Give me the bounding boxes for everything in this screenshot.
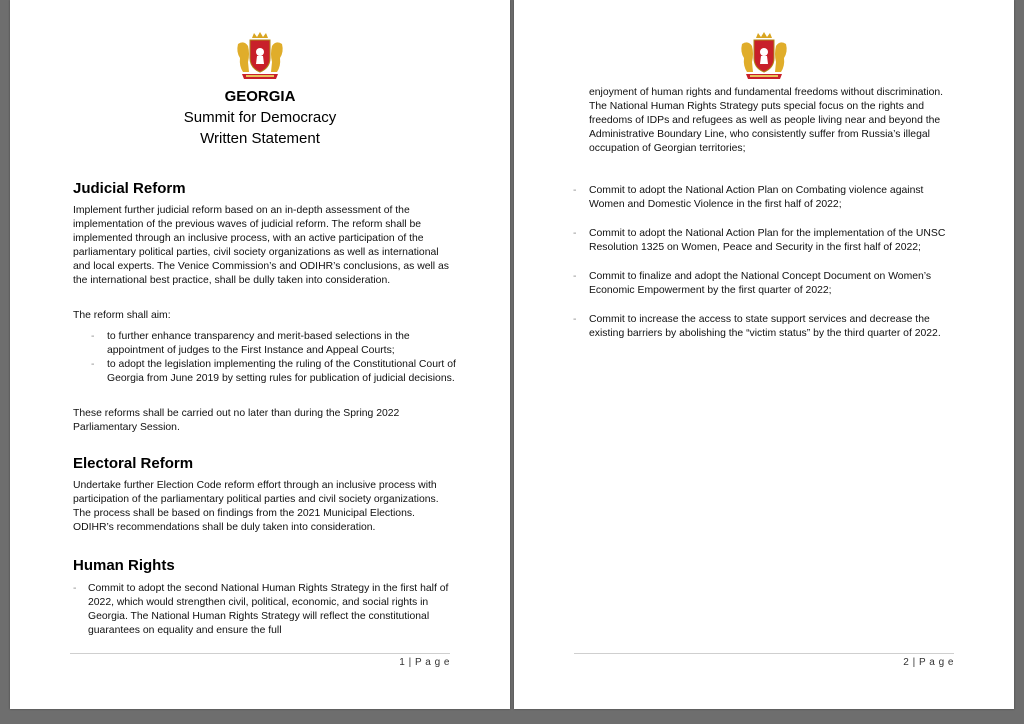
document-page-2 <box>514 0 1014 709</box>
list-item <box>73 330 457 358</box>
bullet-dash: - <box>91 359 95 370</box>
list-item-text: Commit to adopt the second National Human Rights Strategy in the first half of 2022, which would strengthen civil, political, economic, and social rights in Georgia. The National Human Rights Strategy will reflect the constitutional guarantees on equality and ensure the full <box>88 583 449 636</box>
list-item <box>573 184 955 212</box>
list-item-text: Commit to finalize and adopt the National Concept Document on Women’s Economic Empowerment by the first quarter of 2022; <box>589 271 932 296</box>
georgia-coat-of-arms-icon <box>234 32 286 80</box>
footer-divider <box>574 653 954 654</box>
list-item <box>73 358 457 386</box>
page-number-footer: 1 | P a g e <box>399 657 450 668</box>
list-item <box>573 313 955 341</box>
judicial-aim-text: The reform shall aim: <box>73 310 171 321</box>
georgia-coat-of-arms-icon <box>738 32 790 80</box>
document-country-title: GEORGIA <box>224 88 296 105</box>
human-rights-bullet-list-continued <box>573 184 955 356</box>
list-item-text: Commit to increase the access to state support services and decrease the existing barriers by abolishing the “victim status” by the third quarter of 2022. <box>589 314 941 339</box>
list-item-text: Commit to adopt the National Action Plan for the implementation of the UNSC Resolution 1325 on Women, Peace and Security in the first half of 2022; <box>589 228 946 253</box>
judicial-closing-paragraph: These reforms shall be carried out no later than during the Spring 2022 Parliamentary Session. <box>73 408 400 433</box>
human-rights-bullet-list <box>73 582 457 638</box>
bullet-dash: - <box>573 314 577 325</box>
list-item <box>573 270 955 298</box>
page-number-footer: 2 | P a g e <box>903 657 954 668</box>
bullet-dash: - <box>573 185 577 196</box>
document-subtitle: Summit for Democracy <box>183 109 337 126</box>
list-item-text: to further enhance transparency and merit-based selections in the appointment of judges to the First Instance and Appeal Courts; <box>107 331 410 356</box>
judicial-bullet-list <box>73 330 457 386</box>
list-item <box>73 582 457 638</box>
human-rights-bullet-continuation: enjoyment of human rights and fundamental freedoms without discrimination. The National Human Rights Strategy puts special focus on the rights and freedoms of IDPs and refugees as well as people living near and beyond the Administrative Boundary Line, who consistently suffer from Russia’s illegal occupation of Georgian territories; <box>589 87 944 154</box>
bullet-dash: - <box>573 228 577 239</box>
list-item-text: Commit to adopt the National Action Plan on Combating violence against Women and Domestic Violence in the first half of 2022; <box>589 185 924 210</box>
list-item <box>573 227 955 255</box>
bullet-dash: - <box>91 331 95 342</box>
section-title-human-rights: Human Rights <box>73 557 175 574</box>
electoral-paragraph: Undertake further Election Code reform effort through an inclusive process with participation of the parliamentary political parties and civil society organizations. The process shall be based on findings from the 2021 Municipal Elections. ODIHR’s recommendations shall be duly taken into consideration. <box>73 480 439 533</box>
bullet-dash: - <box>73 583 77 594</box>
judicial-intro-paragraph: Implement further judicial reform based on an in-depth assessment of the implementation of the previous waves of judicial reform. The reform shall be implemented through an inclusive process, with an active participation of the parliamentary political parties, civil society organizations as well as international and local experts. The Venice Commission’s and ODIHR’s conclusions, as well as the international best practice, shall be dully taken into consideration. <box>73 205 449 286</box>
bullet-dash: - <box>573 271 577 282</box>
document-subtitle-2: Written Statement <box>200 130 320 147</box>
section-title-judicial-reform: Judicial Reform <box>73 180 186 197</box>
section-title-electoral-reform: Electoral Reform <box>73 455 194 472</box>
document-page-1 <box>10 0 510 709</box>
list-item-text: to adopt the legislation implementing the ruling of the Constitutional Court of Georgia from June 2019 by setting rules for publication of judicial decisions. <box>107 359 456 384</box>
footer-divider <box>70 653 450 654</box>
